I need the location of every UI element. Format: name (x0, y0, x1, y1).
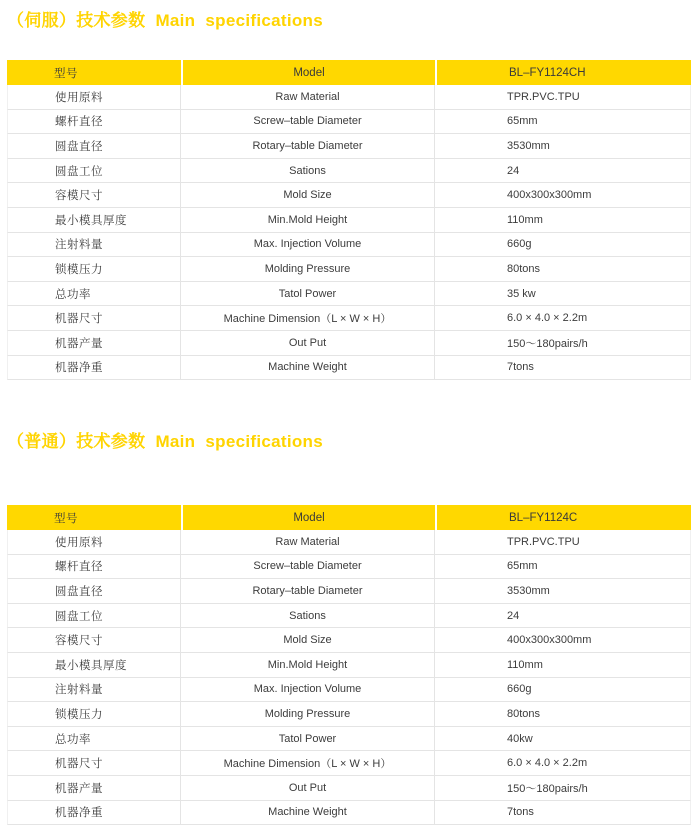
spec-label-en: Rotary–table Diameter (181, 579, 435, 604)
spec-label-en: Min.Mold Height (181, 208, 435, 233)
spec-label-en: Max. Injection Volume (181, 233, 435, 258)
spec-value: 24 (435, 604, 691, 629)
spec-label-en: Machine Dimension（L × W × H） (181, 751, 435, 776)
header-cell-model-number: BL–FY1124C (435, 505, 691, 530)
spec-label-cn: 机器产量 (7, 776, 181, 801)
spec-label-en: Machine Weight (181, 801, 435, 826)
spec-label-en: Sations (181, 604, 435, 629)
table-row (7, 233, 691, 258)
spec-value: 400x300x300mm (435, 628, 691, 653)
spec-label-cn: 总功率 (7, 727, 181, 752)
spec-label-en: Molding Pressure (181, 257, 435, 282)
spec-label-en: Mold Size (181, 183, 435, 208)
table-row (7, 801, 691, 826)
spec-label-en: Molding Pressure (181, 702, 435, 727)
spec-label-cn: 圆盘直径 (7, 134, 181, 159)
spec-value: 110mm (435, 208, 691, 233)
spec-label-en: Machine Weight (181, 356, 435, 381)
spec-value: 40kw (435, 727, 691, 752)
spec-label-cn: 机器尺寸 (7, 751, 181, 776)
table-row (7, 134, 691, 159)
table-row (7, 751, 691, 776)
table-row (7, 331, 691, 356)
spec-value: 150～180pairs/h (435, 776, 691, 801)
spec-value: 6.0 × 4.0 × 2.2m (435, 751, 691, 776)
spec-label-cn: 机器净重 (7, 356, 181, 381)
spec-label-cn: 圆盘直径 (7, 579, 181, 604)
spec-label-en: Min.Mold Height (181, 653, 435, 678)
table-row (7, 555, 691, 580)
spec-label-cn: 圆盘工位 (7, 159, 181, 184)
spec-label-en: Screw–table Diameter (181, 110, 435, 135)
spec-value: 65mm (435, 555, 691, 580)
table-row (7, 604, 691, 629)
header-cell-model-en: Model (181, 505, 435, 530)
table-row (7, 183, 691, 208)
spec-table-servo (7, 60, 691, 380)
spec-label-cn: 螺杆直径 (7, 555, 181, 580)
spec-label-cn: 机器净重 (7, 801, 181, 826)
spec-table-standard (7, 505, 691, 825)
spec-label-cn: 使用原料 (7, 530, 181, 555)
spec-value: 80tons (435, 257, 691, 282)
table-row (7, 702, 691, 727)
spec-label-cn: 容模尺寸 (7, 183, 181, 208)
spec-value: 65mm (435, 110, 691, 135)
table-row (7, 257, 691, 282)
spec-label-cn: 锁模压力 (7, 257, 181, 282)
spec-value: 35 kw (435, 282, 691, 307)
spec-value: 660g (435, 233, 691, 258)
spec-label-en: Rotary–table Diameter (181, 134, 435, 159)
spec-label-en: Raw Material (181, 530, 435, 555)
spec-label-cn: 容模尺寸 (7, 628, 181, 653)
table-header-row (7, 60, 691, 85)
table-row (7, 110, 691, 135)
spec-label-cn: 最小模具厚度 (7, 208, 181, 233)
spec-label-en: Out Put (181, 331, 435, 356)
header-cell-model-number: BL–FY1124CH (435, 60, 691, 85)
table-row (7, 356, 691, 381)
table-row (7, 579, 691, 604)
spec-value: 400x300x300mm (435, 183, 691, 208)
table-row (7, 282, 691, 307)
spec-label-cn: 机器产量 (7, 331, 181, 356)
section-title-standard-specifications: （普通）技术参数 Main specifications (7, 432, 323, 451)
spec-value: 3530mm (435, 579, 691, 604)
spec-label-en: Raw Material (181, 85, 435, 110)
spec-label-cn: 总功率 (7, 282, 181, 307)
table-row (7, 678, 691, 703)
spec-value: 150～180pairs/h (435, 331, 691, 356)
spec-value: TPR.PVC.TPU (435, 85, 691, 110)
header-cell-model-en: Model (181, 60, 435, 85)
spec-label-en: Out Put (181, 776, 435, 801)
spec-value: 3530mm (435, 134, 691, 159)
spec-value: 24 (435, 159, 691, 184)
table-row (7, 306, 691, 331)
table-row (7, 208, 691, 233)
table-header-row (7, 505, 691, 530)
spec-value: 660g (435, 678, 691, 703)
table-row (7, 530, 691, 555)
spec-value: 7tons (435, 801, 691, 826)
spec-value: 110mm (435, 653, 691, 678)
spec-label-cn: 最小模具厚度 (7, 653, 181, 678)
table-row (7, 159, 691, 184)
spec-label-en: Tatol Power (181, 727, 435, 752)
spec-label-cn: 锁模压力 (7, 702, 181, 727)
spec-label-cn: 机器尺寸 (7, 306, 181, 331)
section-title-servo-specifications: （伺服）技术参数 Main specifications (7, 11, 323, 30)
spec-label-en: Mold Size (181, 628, 435, 653)
table-row (7, 85, 691, 110)
spec-value: TPR.PVC.TPU (435, 530, 691, 555)
spec-label-cn: 注射料量 (7, 233, 181, 258)
spec-value: 7tons (435, 356, 691, 381)
spec-label-cn: 圆盘工位 (7, 604, 181, 629)
table-row (7, 776, 691, 801)
table-row (7, 653, 691, 678)
spec-label-en: Screw–table Diameter (181, 555, 435, 580)
spec-label-en: Tatol Power (181, 282, 435, 307)
spec-label-cn: 注射料量 (7, 678, 181, 703)
header-cell-model-cn: 型号 (7, 505, 181, 530)
table-row (7, 628, 691, 653)
spec-label-cn: 使用原料 (7, 85, 181, 110)
spec-label-cn: 螺杆直径 (7, 110, 181, 135)
spec-label-en: Machine Dimension（L × W × H） (181, 306, 435, 331)
spec-value: 6.0 × 4.0 × 2.2m (435, 306, 691, 331)
spec-label-en: Max. Injection Volume (181, 678, 435, 703)
spec-label-en: Sations (181, 159, 435, 184)
spec-value: 80tons (435, 702, 691, 727)
header-cell-model-cn: 型号 (7, 60, 181, 85)
table-row (7, 727, 691, 752)
